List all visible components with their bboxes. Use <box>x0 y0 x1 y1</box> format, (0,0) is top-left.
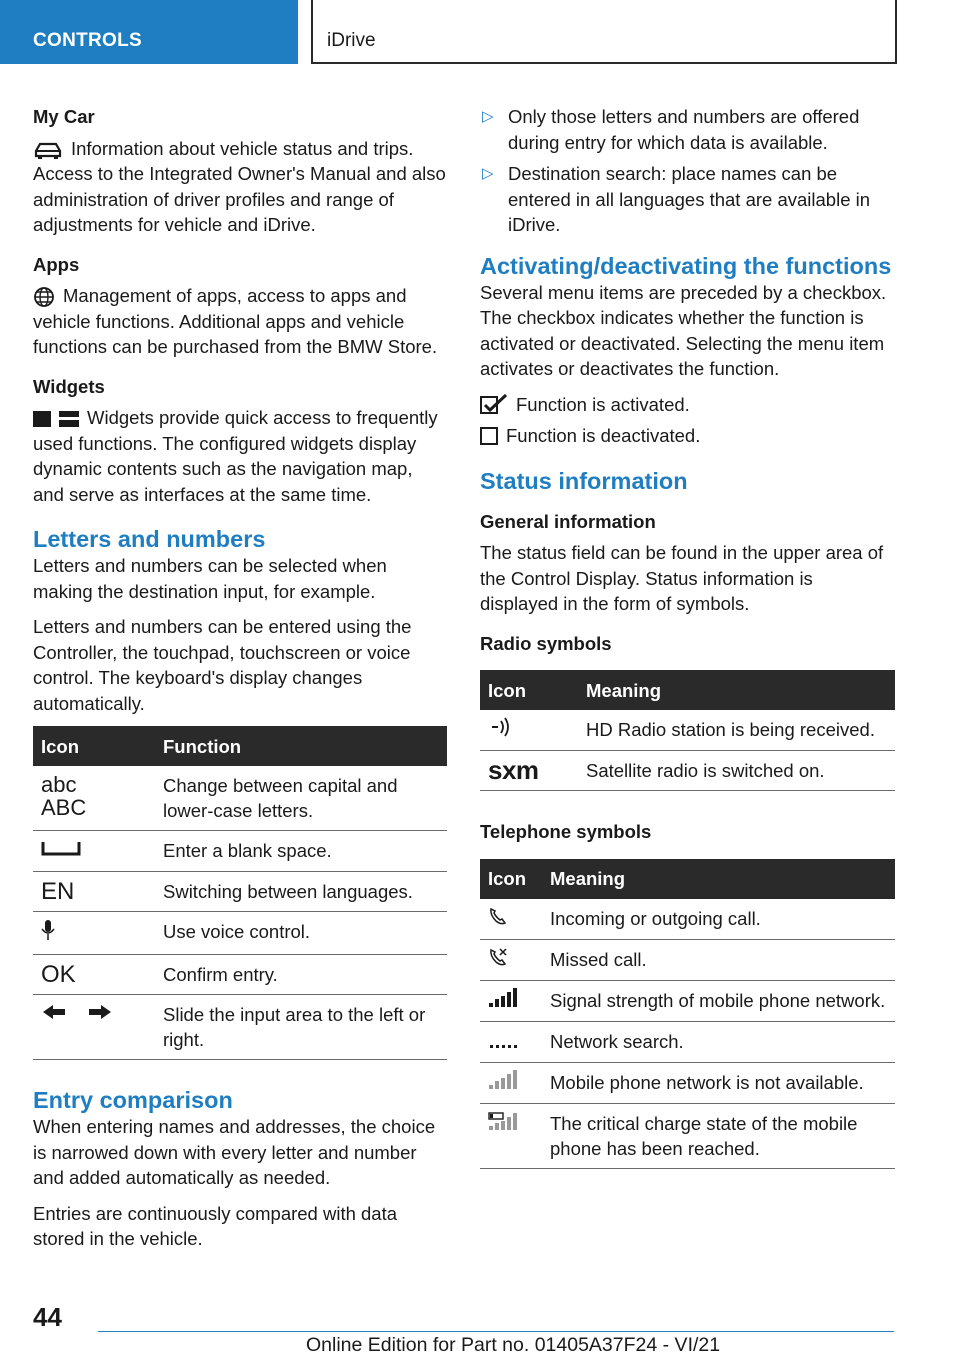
table-cell: Mobile phone network is not available. <box>542 1062 895 1103</box>
table-cell: Change between capital and lower-case letters. <box>155 766 447 831</box>
table-cell: Switching between languages. <box>155 872 447 912</box>
table-header-row <box>480 670 895 710</box>
table-row <box>33 912 447 955</box>
table-cell: Slide the input area to the left or right. <box>155 995 447 1060</box>
table-header-row <box>480 859 895 899</box>
table-row <box>480 1062 895 1103</box>
confirm-icon: OK <box>33 955 155 995</box>
left-column <box>33 104 447 1262</box>
table-cell: HD Radio station is being received. <box>578 710 895 751</box>
table-cell: Network search. <box>542 1021 895 1062</box>
widgets-text: Widgets provide quick access to frequently used functions. The configured widgets display dynamic contents such as the navigation map, and serve as interfaces at the same time. <box>33 407 438 505</box>
checkbox-empty-icon <box>480 427 498 445</box>
column-header-icon: Icon <box>480 859 542 899</box>
table-row <box>480 980 895 1021</box>
activating-heading: Activating/deactivating the functions <box>480 252 892 279</box>
chapter-tab <box>311 0 897 64</box>
entry-paragraph-1: When entering names and addresses, the choice is narrowed down with every letter and number and added automatically as needed. <box>33 1116 436 1188</box>
table-row <box>33 872 447 912</box>
table-cell: Enter a blank space. <box>155 831 447 872</box>
table-row <box>33 831 447 872</box>
apps-text: Management of apps, access to apps and vehicle functions. Additional apps and vehicle functions can be purchased from the BMW Store. <box>33 285 438 357</box>
deactivated-text: Function is deactivated. <box>506 425 701 446</box>
letters-table <box>33 726 447 1060</box>
triangle-bullet-icon: ▷ <box>482 165 494 182</box>
column-header-meaning: Meaning <box>542 859 895 899</box>
activated-text: Function is activated. <box>516 393 690 415</box>
activated-row <box>480 392 895 418</box>
table-row <box>480 751 895 791</box>
triangle-bullet-icon: ▷ <box>482 108 494 125</box>
section-title: CONTROLS <box>33 30 143 51</box>
language-icon: EN <box>33 872 155 912</box>
case-toggle-icon: abc ABC <box>33 766 155 831</box>
section-tab <box>0 0 298 64</box>
mycar-paragraph <box>33 136 447 238</box>
microphone-icon <box>33 912 155 955</box>
table-cell: Signal strength of mobile phone network. <box>542 980 895 1021</box>
phone-title: Telephone symbols <box>480 821 652 842</box>
table-cell: The critical charge state of the mobile phone has been reached. <box>542 1103 895 1168</box>
activating-paragraph: Several menu items are preceded by a checkbox. The checkbox indicates whether the function is activated or deactivated. Selecting the menu item activates or deactivates the function. <box>480 281 887 379</box>
status-heading: Status information <box>480 467 688 494</box>
letters-heading: Letters and numbers <box>33 526 266 552</box>
checkbox-checked-icon <box>480 394 508 414</box>
widgets-icon <box>33 410 79 428</box>
hd-radio-icon <box>480 710 578 751</box>
table-cell: Confirm entry. <box>155 955 447 995</box>
mycar-text: Information about vehicle status and trips. Access to the Integrated Owner's Manual and also administration of driver profiles and range of adjustments for vehicle and iDrive. <box>33 137 446 235</box>
column-header-icon: Icon <box>33 726 155 766</box>
table-row <box>33 766 447 831</box>
table-header-row <box>33 726 447 766</box>
radio-title: Radio symbols <box>480 632 612 654</box>
low-battery-icon <box>480 1103 542 1168</box>
footer-divider <box>98 1331 894 1332</box>
column-header-function: Function <box>155 726 447 766</box>
general-paragraph: The status field can be found in the upper area of the Control Display. Status information is displayed in the form of symbols. <box>480 542 884 614</box>
table-row <box>480 1021 895 1062</box>
entry-heading: Entry comparison <box>33 1087 233 1113</box>
page-number: 44 <box>33 1302 62 1332</box>
list-item: ▷ Destination search: place names can be entered in all languages that are available in iDrive. <box>482 163 871 235</box>
apps-title: Apps <box>33 253 80 275</box>
table-row <box>480 939 895 980</box>
no-network-icon <box>480 1062 542 1103</box>
table-cell: Use voice control. <box>155 912 447 955</box>
phone-call-icon <box>480 899 542 940</box>
right-column <box>480 104 895 1169</box>
bullet-list <box>480 104 895 238</box>
table-cell: Missed call. <box>542 939 895 980</box>
mycar-title: My Car <box>33 106 95 127</box>
sxm-icon: sxm <box>480 751 578 791</box>
table-row <box>480 899 895 940</box>
car-icon <box>33 141 63 159</box>
general-title: General information <box>480 510 656 532</box>
widgets-paragraph <box>33 405 447 507</box>
deactivated-row <box>480 423 895 449</box>
apps-globe-icon <box>33 286 55 308</box>
table-row <box>480 710 895 751</box>
apps-paragraph <box>33 283 447 360</box>
list-item: ▷ Only those letters and numbers are offered during entry for which data is available. <box>482 106 860 153</box>
chapter-title: iDrive <box>327 30 376 51</box>
letters-paragraph-1: Letters and numbers can be selected when making the destination input, for example. <box>33 555 387 602</box>
signal-strength-icon <box>480 980 542 1021</box>
table-cell: Satellite radio is switched on. <box>578 751 895 791</box>
missed-call-icon <box>480 939 542 980</box>
left-right-arrows-icon <box>33 995 155 1060</box>
phone-table <box>480 859 895 1169</box>
table-cell: Incoming or outgoing call. <box>542 899 895 940</box>
radio-table <box>480 670 895 791</box>
entry-paragraph-2: Entries are continuously compared with data stored in the vehicle. <box>33 1202 398 1249</box>
network-search-icon <box>480 1021 542 1062</box>
space-bar-icon <box>33 831 155 872</box>
table-row <box>480 1103 895 1168</box>
column-header-meaning: Meaning <box>578 670 895 710</box>
widgets-title: Widgets <box>33 375 105 397</box>
letters-paragraph-2: Letters and numbers can be entered using the Controller, the touchpad, touchscreen or voice control. The keyboard's display changes automatically. <box>33 616 412 714</box>
column-header-icon: Icon <box>480 670 578 710</box>
table-row <box>33 955 447 995</box>
footer-edition: Online Edition for Part no. 01405A37F24 - VI/21 <box>306 1334 721 1356</box>
table-row <box>33 995 447 1060</box>
